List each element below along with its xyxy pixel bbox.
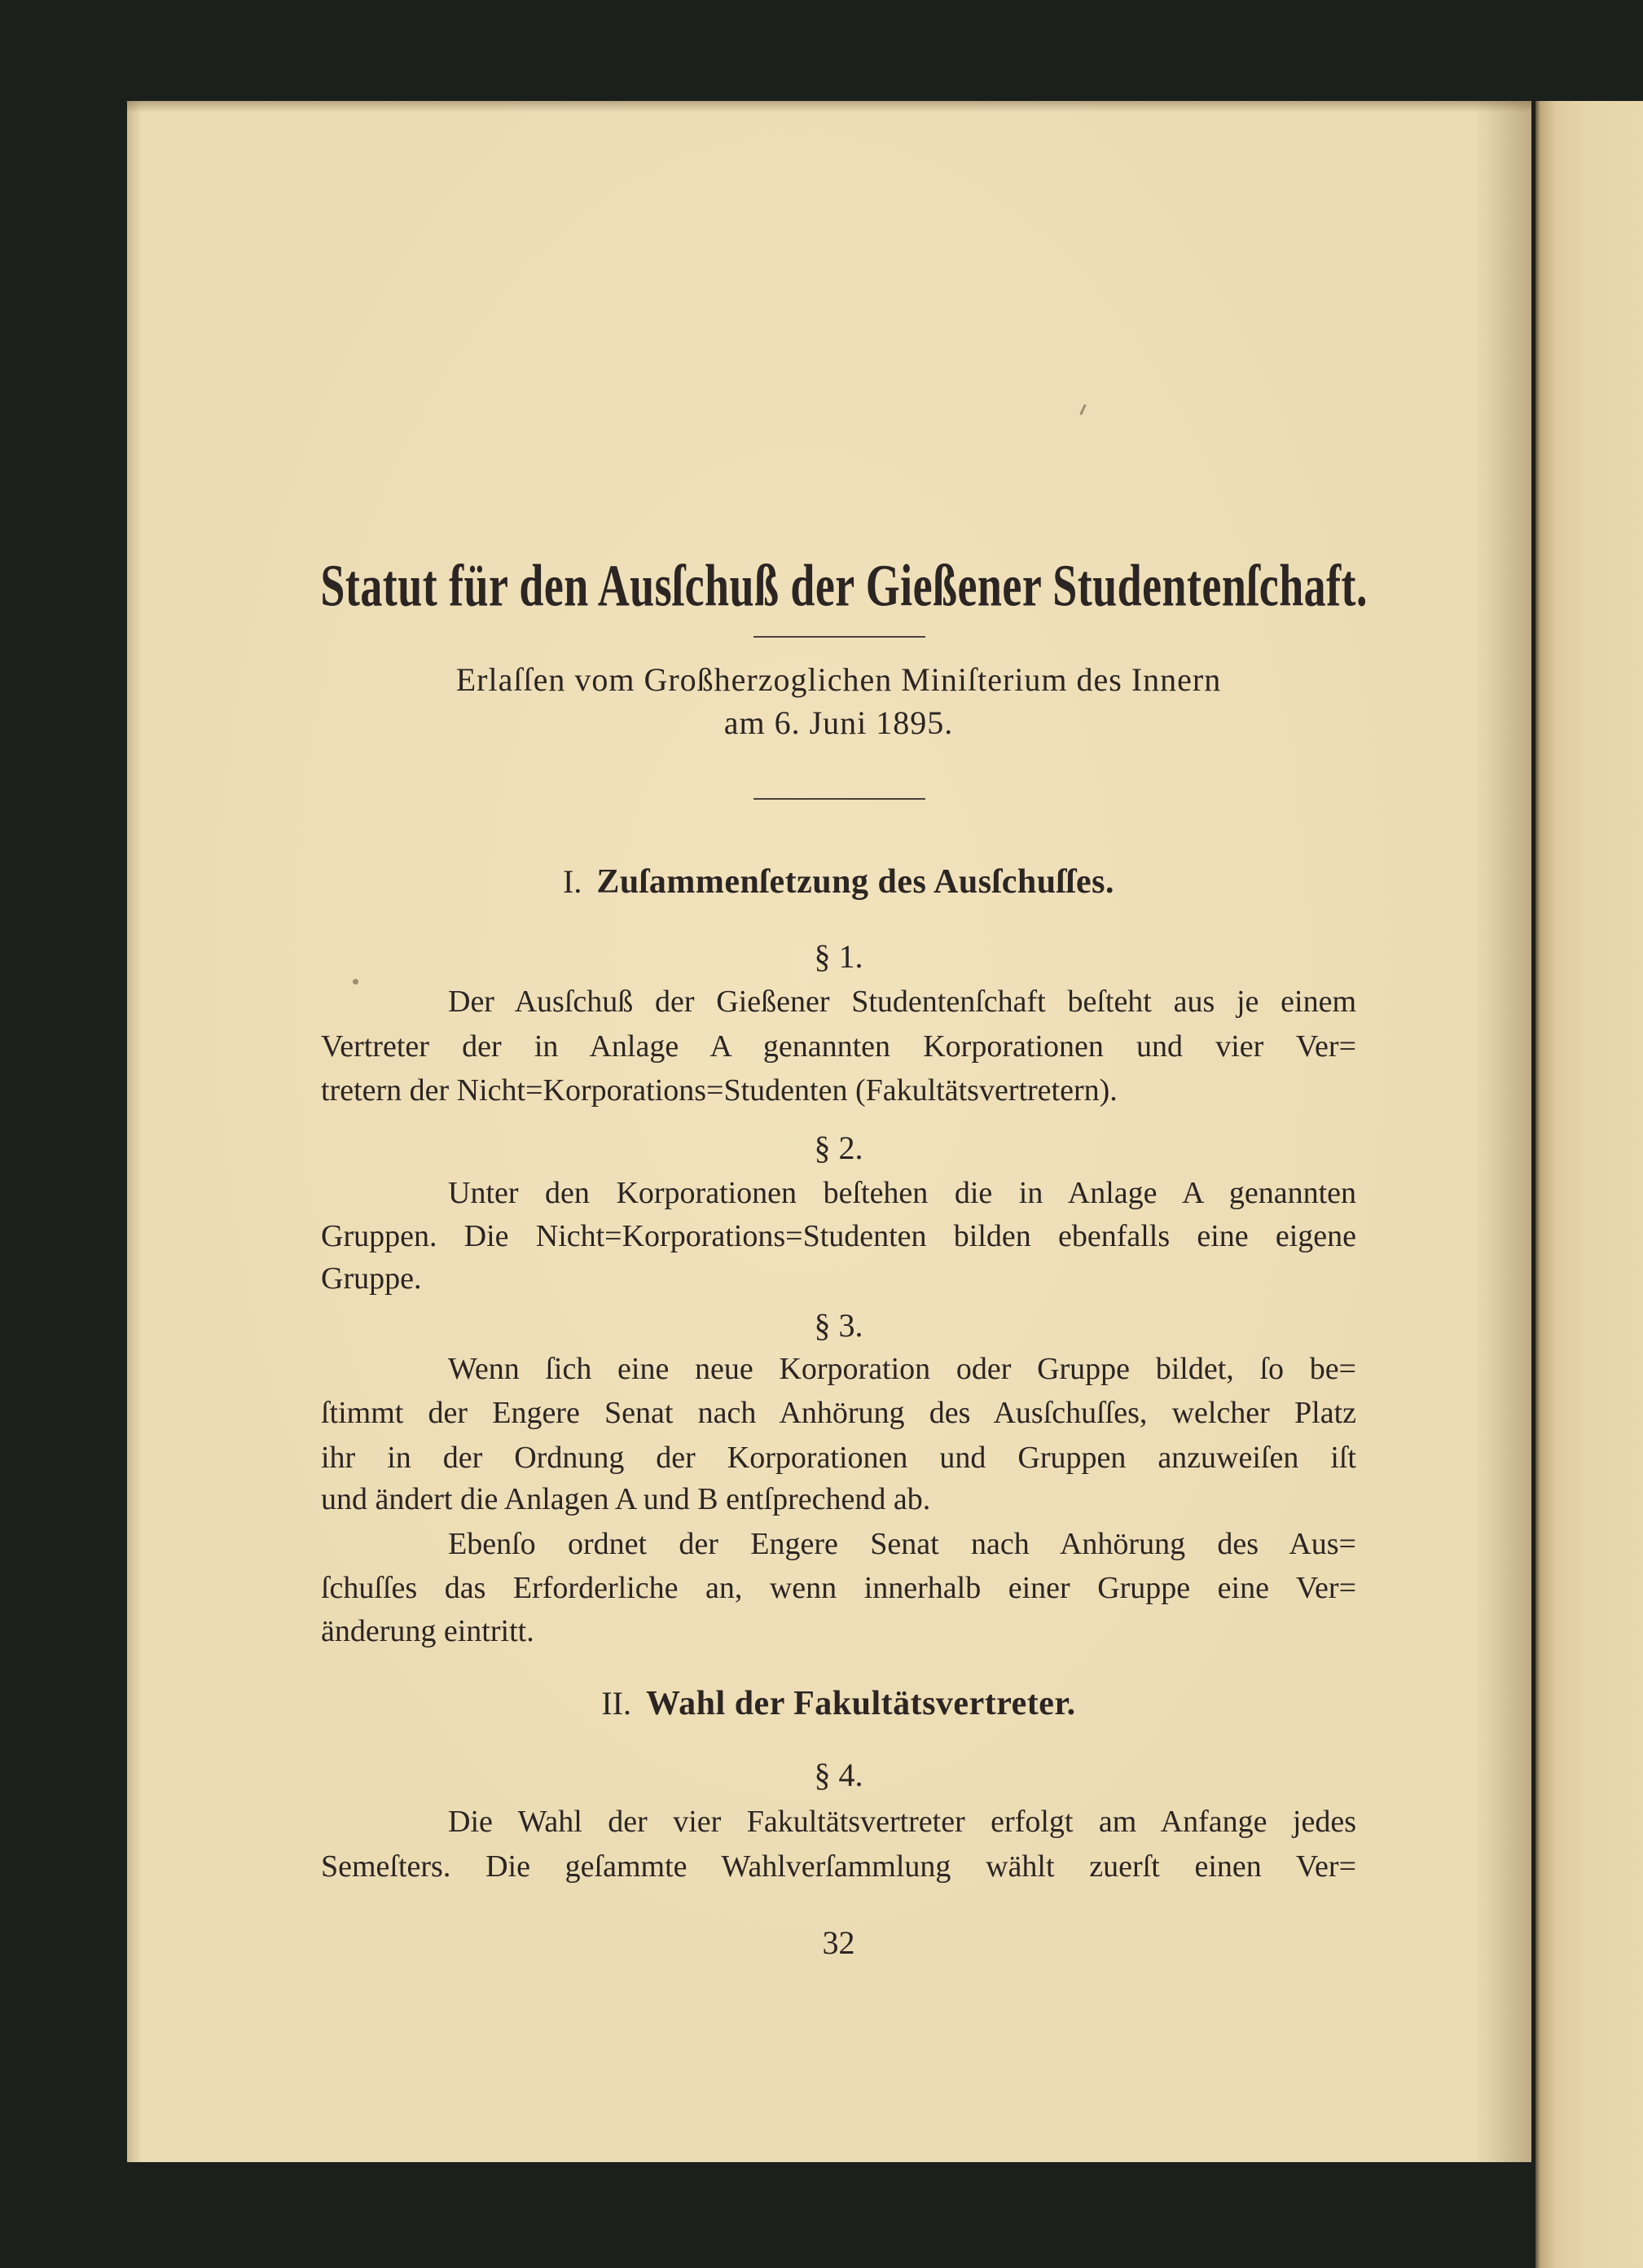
text-line: Ebenſo ordnet der Engere Senat nach Anhörung des Aus= — [448, 1527, 1356, 1561]
text-line: Die Wahl der vier Fakultätsvertreter erfolgt am Anfange jedes — [448, 1805, 1356, 1839]
paragraph-mark: § 4. — [814, 1757, 863, 1793]
section-numeral: II. — [601, 1685, 631, 1722]
subtitle-line: am 6. Juni 1895. — [723, 704, 954, 741]
section-heading — [321, 858, 1356, 906]
text-line: ſchuſſes das Erforderliche an, wenn innerhalb einer Gruppe eine Ver= — [321, 1571, 1356, 1605]
section-heading-text: Wahl der Fakultätsvertreter. — [645, 1685, 1076, 1722]
next-page-edge — [1535, 101, 1643, 2268]
section-numeral: I. — [563, 863, 582, 900]
text-line: und ändert die Anlagen A und B entſprechend ab. — [321, 1482, 931, 1516]
page-number: 32 — [822, 1924, 855, 1961]
paragraph-mark: § 3. — [814, 1307, 863, 1344]
title-rule — [753, 636, 925, 638]
section-heading — [321, 1679, 1356, 1728]
paragraph-mark: § 2. — [814, 1130, 863, 1166]
text-line: Gruppe. — [321, 1261, 422, 1296]
paragraph-mark: § 1. — [814, 938, 863, 975]
page-top-shadow — [127, 101, 1531, 112]
text-line: ihr in der Ordnung der Korporationen und Gruppen anzuweiſen iſt — [321, 1441, 1356, 1475]
document-title-block — [209, 553, 1479, 618]
text-line: Der Ausſchuß der Gießener Studentenſchaft beſteht aus je einem — [448, 985, 1356, 1019]
subtitle-rule — [753, 798, 925, 800]
document-title: Statut für den Ausſchuß der Gießener Studentenſchaft. — [320, 552, 1368, 619]
section-heading-text: Zuſammenſetzung des Ausſchuſſes. — [596, 863, 1114, 901]
subtitle-line: Erlaſſen vom Großherzoglichen Miniſterium des Innern — [455, 661, 1222, 698]
document-page — [127, 101, 1531, 2162]
text-line: Semeſters. Die geſammte Wahlverſammlung wählt zuerſt einen Ver= — [321, 1849, 1356, 1884]
text-line: Unter den Korporationen beſtehen die in Anlage A genannten — [448, 1176, 1356, 1210]
text-line: tretern der Nicht=Korporations=Studenten (Fakultätsvertretern). — [321, 1073, 1118, 1108]
text-line: Wenn ſich eine neue Korporation oder Gruppe bildet, ſo be= — [448, 1352, 1356, 1386]
text-line: Gruppen. Die Nicht=Korporations=Studenten bilden ebenfalls eine eigene — [321, 1219, 1356, 1253]
text-line: änderung eintritt. — [321, 1614, 534, 1648]
text-line: ſtimmt der Engere Senat nach Anhörung des Ausſchuſſes, welcher Platz — [321, 1396, 1356, 1430]
paper-speck — [353, 979, 358, 985]
paper-speck — [1079, 404, 1087, 415]
text-line: Vertreter der in Anlage A genannten Korporationen und vier Ver= — [321, 1029, 1356, 1064]
